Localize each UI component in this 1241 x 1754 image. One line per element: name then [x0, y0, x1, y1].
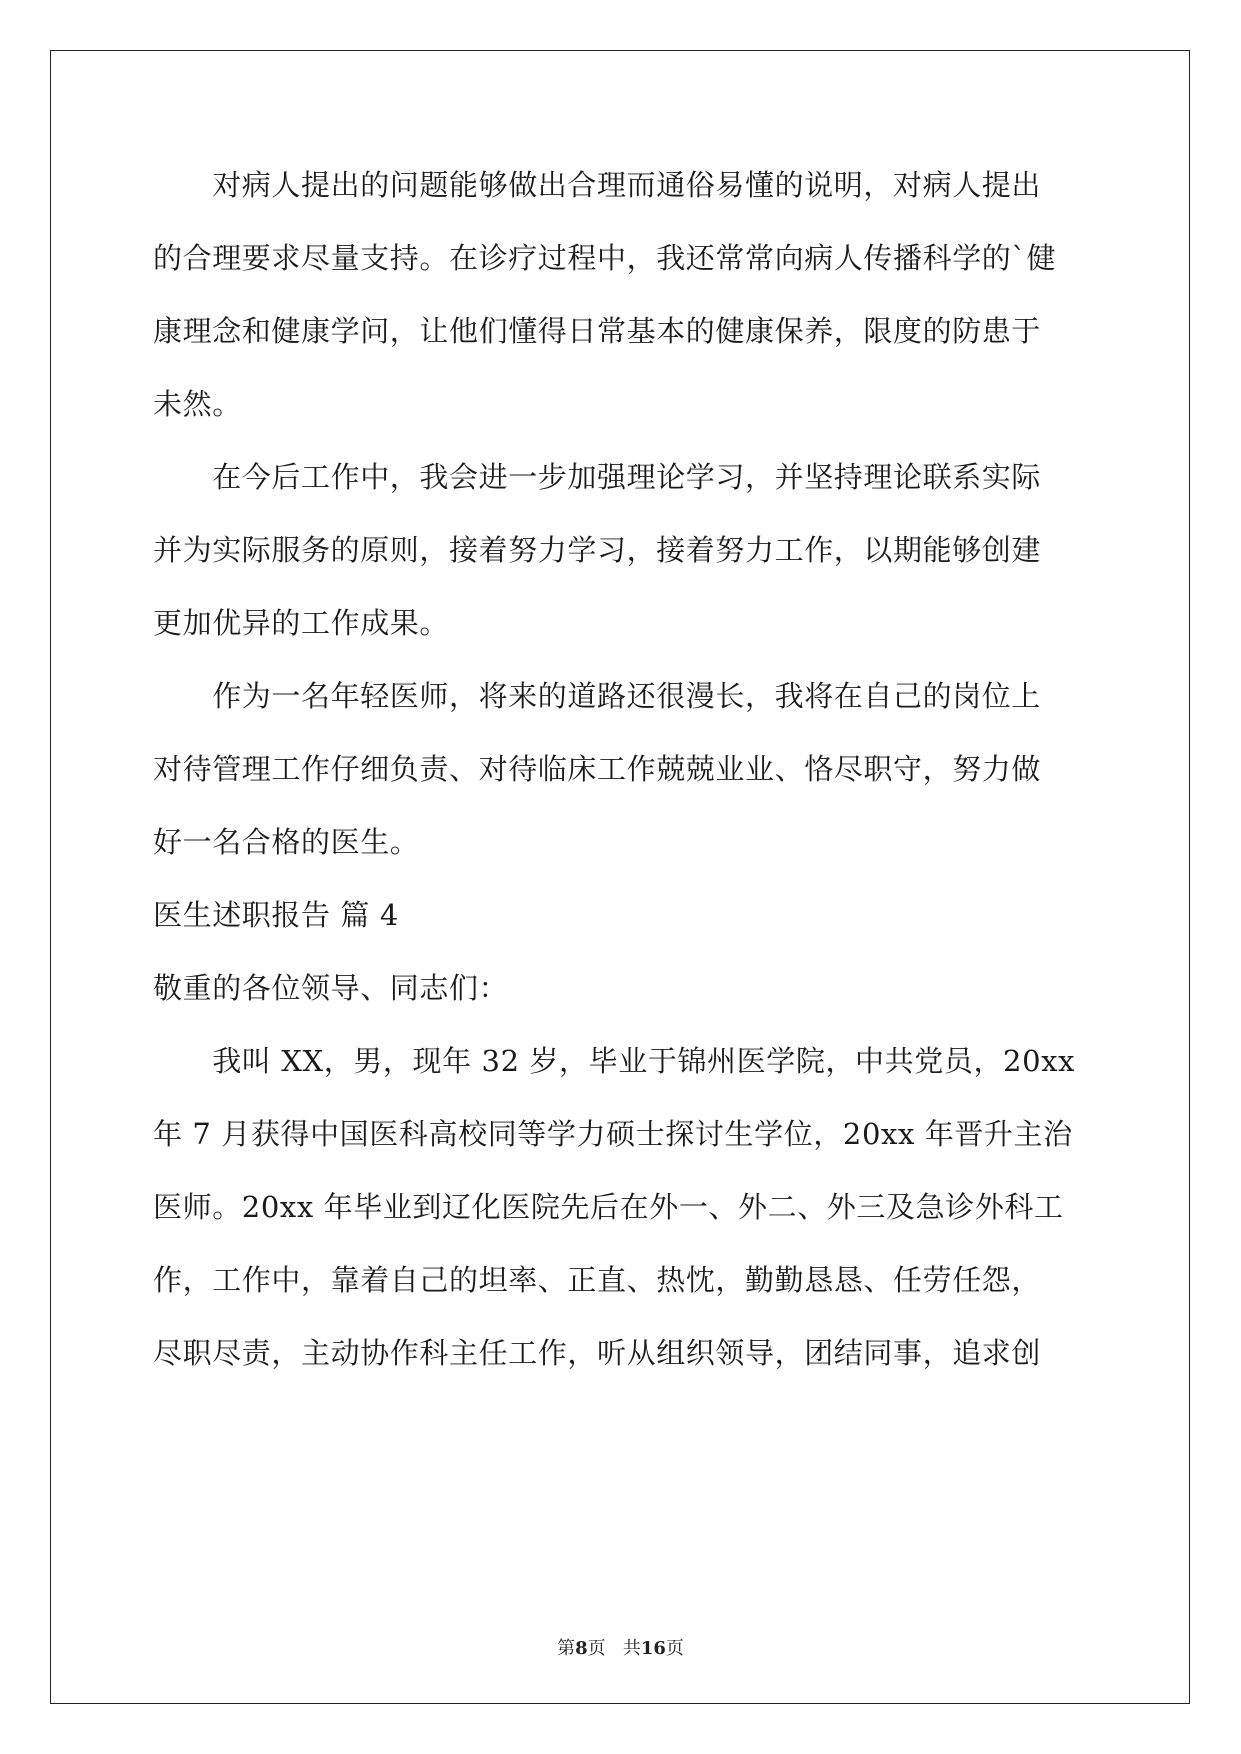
text-line: 在今后工作中，我会进一步加强理论学习，并坚持理论联系实际 — [153, 460, 1042, 494]
current-page-number: 8 — [575, 1638, 588, 1659]
text-line: 对病人提出的问题能够做出合理而通俗易懂的说明，对病人提出 — [153, 168, 1042, 202]
salutation: 敬重的各位领导、同志们： — [153, 971, 509, 1005]
footer-total-suffix: 页 — [665, 1638, 684, 1659]
text-line: 作，工作中，靠着自己的坦率、正直、热忱，勤勤恳恳、任劳任怨， — [153, 1263, 1042, 1297]
text-line: 年 7 月获得中国医科高校同等学力硕士探讨生学位，20xx 年晋升主治 — [153, 1117, 1073, 1151]
page-footer — [0, 1634, 1241, 1660]
text-line: 医师。20xx 年毕业到辽化医院先后在外一、外二、外三及急诊外科工 — [153, 1190, 1064, 1224]
total-page-number: 16 — [640, 1638, 666, 1659]
text-line: 作为一名年轻医师，将来的道路还很漫长，我将在自己的岗位上 — [153, 679, 1042, 713]
text-line: 未然。 — [153, 387, 242, 421]
footer-prefix: 第 — [557, 1638, 576, 1659]
text-line: 更加优异的工作成果。 — [153, 606, 450, 640]
text-line: 对待管理工作仔细负责、对待临床工作兢兢业业、恪尽职守，努力做 — [153, 752, 1042, 786]
footer-page-suffix: 页 — [587, 1638, 606, 1659]
text-line: 我叫 XX，男，现年 32 岁，毕业于锦州医学院，中共党员，20xx — [153, 1044, 1076, 1078]
text-line: 并为实际服务的原则，接着努力学习，接着努力工作，以期能够创建 — [153, 533, 1042, 567]
text-line: 康理念和健康学问，让他们懂得日常基本的健康保养，限度的防患于 — [153, 314, 1042, 348]
text-line: 好一名合格的医生。 — [153, 825, 420, 859]
footer-total-prefix: 共 — [622, 1638, 641, 1659]
section-heading: 医生述职报告 篇 4 — [153, 898, 399, 932]
text-line: 尽职尽责，主动协作科主任工作，听从组织领导，团结同事，追求创 — [153, 1336, 1042, 1370]
text-line: 的合理要求尽量支持。在诊疗过程中，我还常常向病人传播科学的`健 — [153, 241, 1057, 275]
page-border — [50, 50, 1190, 1704]
